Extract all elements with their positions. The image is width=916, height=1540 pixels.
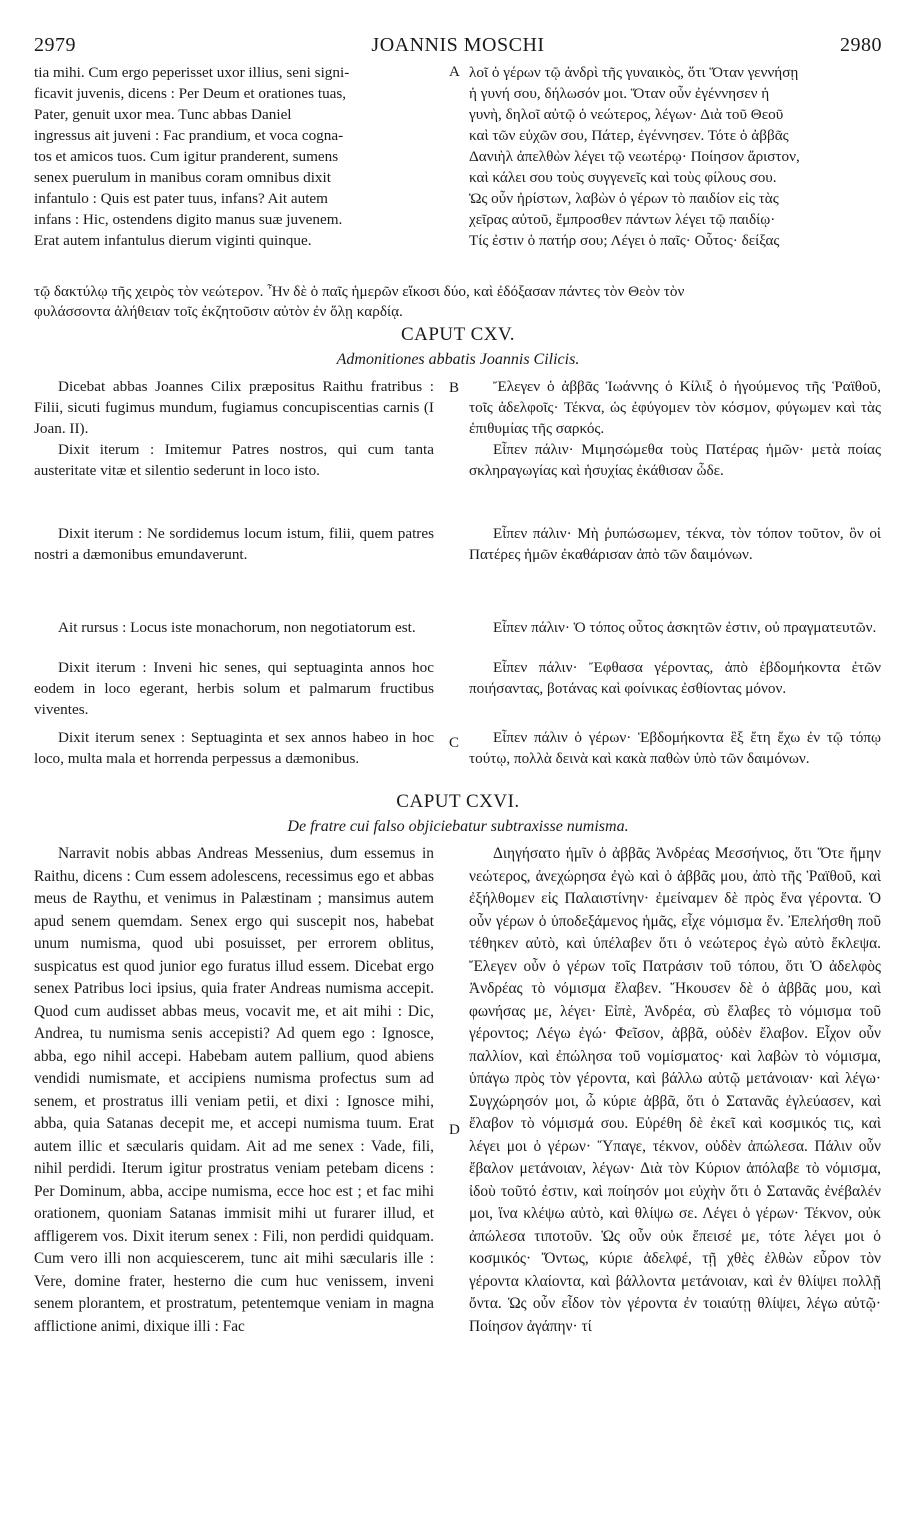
chapter-heading: CAPUT CXV. <box>400 324 516 345</box>
margin-letter-d: D <box>449 1122 460 1138</box>
latin-column-caput115 <box>34 376 434 769</box>
text-line: χεῖρας αὐτοῦ, ἔμπροσθεν πάντων λέγει τῷ παιδίῳ· <box>469 211 776 228</box>
text-line: ἡ γυνή σου, δήλωσόν μοι. Ὅταν οὖν ἐγέννησεν ἡ <box>469 85 770 102</box>
greek-paragraph: Εἶπεν πάλιν ὁ γέρων· Ἑβδομήκοντα ἓξ ἔτη ἔχω ἐν τῷ τόπῳ τούτῳ, πολλὰ δεινὰ καὶ κακὰ παθὼν ὑπὸ τῶν δαιμόνων. <box>469 729 881 767</box>
greek-column-caput116 <box>469 843 881 1338</box>
greek-paragraph: Εἶπεν πάλιν· Ἔφθασα γέροντας, ἀπὸ ἑβδομήκοντα ἐτῶν ποιήσαντας, βοτάνας καὶ φοίνικας ἐσθίοντας μόνον. <box>469 659 881 697</box>
latin-paragraph: Dixit iterum : Ne sordidemus locum istum, filii, quem patres nostri a dæmonibus emundaverunt. <box>34 525 434 563</box>
text-line: Pater, genuit uxor mea. Tunc abbas Daniel <box>34 106 292 123</box>
text-line: senex puerulum in manibus coram omnibus dixit <box>34 169 331 186</box>
text-line: infans : Hic, ostendens digito manus suæ juvenem. <box>34 211 343 228</box>
text-line: ficavit juvenis, dicens : Per Deum et orationes tuas, <box>34 85 347 102</box>
latin-column-caput116 <box>34 843 434 1338</box>
greek-column-top <box>469 62 881 251</box>
margin-letter-b: B <box>449 380 460 396</box>
full-width-greek-line: φυλάσσοντα ἀλήθειαν τοῖς ἐκζητοῦσιν αὐτὸν ἐν ὅλῃ καρδίᾳ. <box>34 303 403 320</box>
right-page-number: 2980 <box>840 34 882 56</box>
text-line: γυνὴ, δηλοῖ αὐτῷ ὁ νεώτερος, λέγων· Διὰ τοῦ Θεοῦ <box>469 106 784 123</box>
text-line: tos et amicos tuos. Cum igitur pranderent, sumens <box>34 148 339 165</box>
greek-paragraph: Εἶπεν πάλιν· Μὴ ῥυπώσωμεν, τέκνα, τὸν τόπον τοῦτον, ὃν οἱ Πατέρες ἡμῶν ἐκαθάρισαν ἀπὸ τῶν δαιμόνων. <box>469 525 881 563</box>
running-title: JOANNIS MOSCHI <box>371 34 545 56</box>
chapter-heading: CAPUT CXVI. <box>396 791 520 812</box>
greek-paragraph: Εἶπεν πάλιν· Ὁ τόπος οὗτος ἀσκητῶν ἐστιν, οὐ πραγματευτῶν. <box>493 619 877 636</box>
text-line: καὶ κάλει σου τοὺς συγγενεῖς καὶ τοὺς φίλους σου. <box>469 169 777 186</box>
latin-paragraph: Dixit iterum senex : Septuaginta et sex annos habeo in hoc loco, multa mala et horrenda perpessus a dæmonibus. <box>34 729 434 767</box>
latin-paragraph: Ait rursus : Locus iste monachorum, non negotiatorum est. <box>58 619 416 636</box>
full-width-greek-line: τῷ δακτύλῳ τῆς χειρὸς τὸν νεώτερον. Ἦν δὲ ὁ παῖς ἡμερῶν εἴκοσι δύο, καὶ ἐδόξασαν πάντες τὸν Θεὸν τὸν <box>34 283 685 300</box>
text-line: Δανιὴλ ἀπελθὼν λέγει τῷ νεωτέρῳ· Ποίησον ἄριστον, <box>469 148 800 165</box>
latin-column-top <box>34 62 434 251</box>
text-line: Erat autem infantulus dierum viginti quinque. <box>34 232 312 249</box>
margin-letter-a: A <box>449 64 460 80</box>
greek-column-caput115 <box>469 376 881 769</box>
text-line: Τίς ἐστιν ὁ πατήρ σου; Λέγει ὁ παῖς· Οὗτος· δείξας <box>469 232 780 249</box>
chapter-subtitle: De fratre cui falso objiciebatur subtraxisse numisma. <box>287 818 629 835</box>
latin-paragraph: Dixit iterum : Inveni hic senes, qui septuaginta annos hoc eodem in loco egerant, herbis solum et palmarum fructibus viventes. <box>34 659 434 718</box>
text-line: infantulo : Quis est pater tuus, infans? Ait autem <box>34 190 328 207</box>
greek-narrative: Διηγήσατο ἡμῖν ὁ ἀββᾶς Ἀνδρέας Μεσσήνιος, ὅτι Ὅτε ἤμην νεώτερος, ἀνεχώρησα ἐγὼ καὶ ὁ ἀββᾶς μου, ἀπὸ τῆς Ῥαϊθοῦ, καὶ ἐξήλθομεν εἰς Παλαιστίνην· ἐμείναμεν δὲ πρὸς ἕνα γέροντα. Ὁ οὖν γέρων ὁ ὑποδεξάμενος ἡμᾶς, εἶχε νόμισμα ἕν. Ἐπελήσθη ποῦ τέθηκεν αὐτὸ, καὶ ὑπέλαβεν ὅτι ὁ νεώτερος ἐγὼ αὐτὸ ἔκλεψα. Ἔλεγεν οὖν ὁ γέρων τοῖς Πατράσιν τοῦ τόπου, ὅτι Ὁ ἀδελφὸς Ἀνδρέας τὸ νόμισμα ἔλαβεν. Ἤκουσεν δὲ ὁ ἀββᾶς μου, καὶ φωνήσας με, λέγει· Εἰπὲ, Ἀνδρέα, σὺ ἔλαβες τὸ νόμισμα τοῦ γέροντος; Λέγω ἐγώ· Φεῖσον, ἀββᾶ, οὐδὲν ἔλαβον. Εἶχον οὖν παλλίον, καὶ ἐπώλησα τοῦ νομίσματος· καὶ λαβὼν τὸ νόμισμα, ὑπάγω πρὸς τὸν γέροντα, καὶ βάλλω αὐτῷ μετάνοιαν· καὶ λέγω· Συγχώρησόν μοι, ὦ κύριε ἀββᾶ, ὅτι ὁ Σατανᾶς ἐγλεύασεν, καὶ ἔλαβον τὸ νόμισμά σου. Εὑρέθη δὲ ἐκεῖ καὶ κοσμικός τις, καὶ λέγει μοι ὁ γέρων· Ὕπαγε, τέκνον, οὐδὲν ἀπώλεσα. Πάλιν οὖν ἔβαλον μετάνοιαν, λέγων· Διὰ τὸν Κύριον ἀπόλαβε τὸ νόμισμα, ἰδοὺ τοῦτό ἐστιν, καὶ ποίησόν μοι εὐχὴν ὅτι ὁ Σατανᾶς ἐνέβαλέν μοι, ἵνα κλέψω αὐτὸ, καὶ θλίψω σε. Λέγει ὁ γέρων· Τέκνον, οὐκ ἀπώλεσα τιποτοῦν. Ὡς οὖν οὐκ ἔπεισέ με, τότε λέγει μοι ὁ κοσμικός· Ὄντως, κύριε ἀδελφέ, τῇ χθὲς ἐλθὼν εὗρον τὸν γέροντα κλαίοντα, καὶ βάλλοντα μετάνοιαν, καὶ ἐν θλίψει πολλῇ ὄντα. Ὡς οὖν εἶδον τὸν γέροντα ἐν τοιαύτῃ θλίψει, λέγω αὐτῷ· Ποίησον ἀγάπην· τί <box>469 845 881 1335</box>
text-line: λοῖ ὁ γέρων τῷ ἀνδρὶ τῆς γυναικὸς, ὅτι Ὅταν γεννήσῃ <box>469 64 799 81</box>
latin-narrative: Narravit nobis abbas Andreas Messenius, dum essemus in Raithu, dicens : Cum essem adolescens, recessimus ego et abbas meus de Raythu, et venimus in Palæstinam ; mansimus autem apud senem quemdam. Senex ergo qui suscepit nos, habebat unum numisma, quod ubi posuisset, per errorem oblitus, suspicatus est quod junior ego furatus illud essem. Dicebat ergo senex Patribus loci ipsius, quia frater Andreas numisma accepit. Quod cum audisset abbas meus, vocavit me, et ait mihi : Dic, Andrea, tu numisma senis accepisti? Ad quem ego : Ignosce, abba, ego nihil accepi. Habebam autem pallium, quod abiens vendidi numismate, et accipiens numisma profectus sum ad senem, et prostratus illi veniam petii, et dixi : Ignosce mihi, abba, quia Satanas decepit me, et accepi numisma tuum. Erat autem illic et sæcularis quidam. Ait ad me senex : Vade, fili, nihil perdidi. Iterum igitur prostratus veniam petebam dicens : Per Dominum, abba, accipe numisma, ecce hoc est ; et fac mihi orationem, quoniam Satanas immisit mihi ut furarer illud, et affligerem vos. Dixit iterum senex : Fili, non perdidi quidquam. Cum vero illi non acquiescerem, tunc ait mihi sæcularis ille : Vere, domine frater, hesterno die cum huc venissem, inveni senem plorantem, et prostratum, petentemque veniam in magna afflictione animi, dixique illi : Fac <box>34 845 434 1335</box>
text-line: Ὡς οὖν ἠρίστων, λαβὼν ὁ γέρων τὸ παιδίον εἰς τὰς <box>469 190 779 207</box>
margin-letter-c: C <box>449 735 460 751</box>
greek-paragraph: Ἔλεγεν ὁ ἀββᾶς Ἰωάννης ὁ Κίλιξ ὁ ἡγούμενος τῆς Ῥαϊθοῦ, τοῖς ἀδελφοῖς· Τέκνα, ὡς ἐφύγομεν τὸν κόσμον, φύγωμεν καὶ τὰς ἐπιθυμίας τῆς σαρκός. <box>469 378 881 437</box>
latin-paragraph: Dicebat abbas Joannes Cilix præpositus Raithu fratribus : Filii, sicuti fugimus mundum, fugiamus concupiscentias carnis (I Joan. II). <box>34 378 434 437</box>
text-line: tia mihi. Cum ergo peperisset uxor illius, seni signi- <box>34 64 350 81</box>
chapter-subtitle: Admonitiones abbatis Joannis Cilicis. <box>336 351 580 368</box>
latin-paragraph: Dixit iterum : Imitemur Patres nostros, qui cum tanta austeritate vitæ et silentio sederunt in loco isto. <box>34 441 434 479</box>
left-page-number: 2979 <box>34 34 76 56</box>
text-line: καὶ τῶν εὐχῶν σου, Πάτερ, ἐγέννησεν. Τότε ὁ ἀββᾶς <box>469 127 789 144</box>
text-line: ingressus ait juveni : Fac prandium, et voca cogna- <box>34 127 344 144</box>
greek-paragraph: Εἶπεν πάλιν· Μιμησώμεθα τοὺς Πατέρας ἡμῶν· μετὰ ποίας σκληραγωγίας καὶ ἡσυχίας ἐκάθισαν ὧδε. <box>469 441 881 479</box>
